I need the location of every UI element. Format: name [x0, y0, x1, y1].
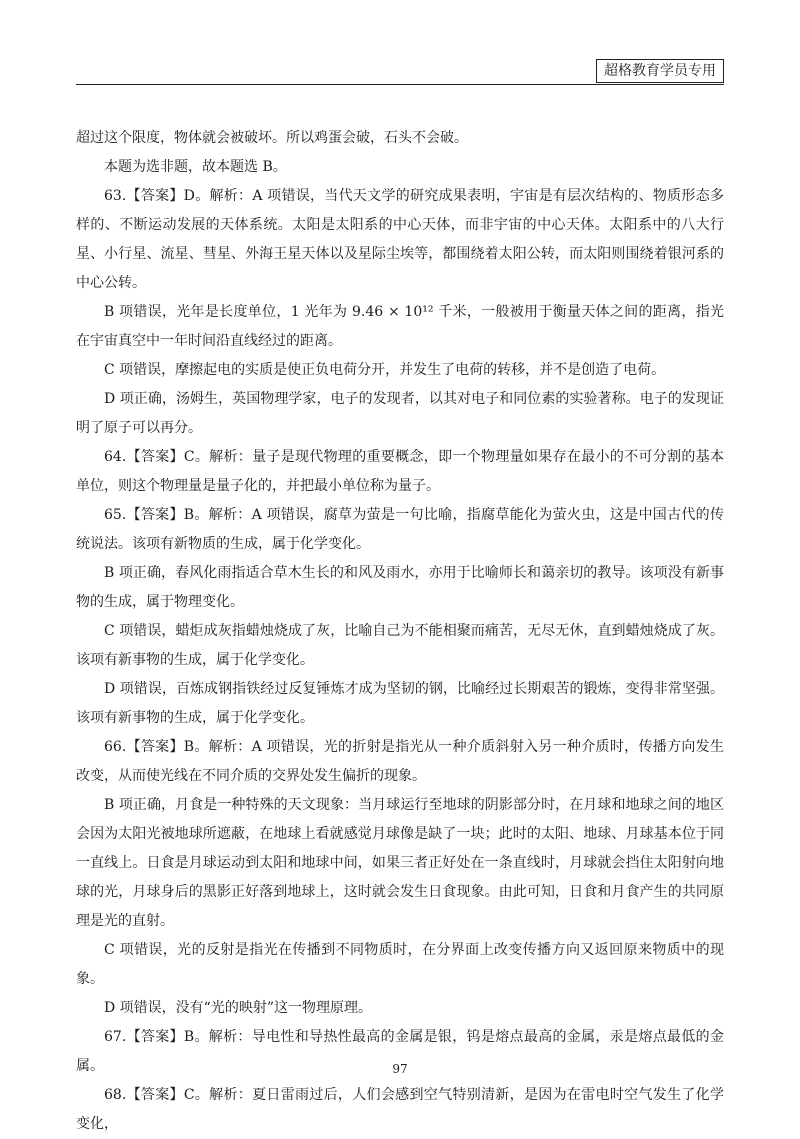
paragraph: D 项错误，百炼成钢指铁经过反复锤炼才成为坚韧的钢，比喻经过长期艰苦的锻炼，变得非常坚强。该项有新事物的生成，属于化学变化。	[76, 681, 724, 726]
paragraph: 本题为选非题，故本题选 B。	[104, 159, 287, 175]
paragraph: B 项正确，月食是一种特殊的天文现象：当月球运行至地球的阴影部分时，在月球和地球之间的地区会因为太阳光被地球所遮蔽，在地球上看就感觉月球像是缺了一块；此时的太阳、地球、月球基本位于同一直线上。日食是月球运动到太阳和地球中间，如果三者正好处在一条直线时，月球就会挡住太阳射向地球的光，月球身后的黑影正好落到地球上，这时就会发生日食现象。由此可知，日食和月食产生的共同原理是光的直射。	[76, 797, 724, 929]
paragraph: 超过这个限度，物体就会被破坏。所以鸡蛋会破，石头不会破。	[76, 130, 468, 146]
paragraph: D 项错误，没有“光的映射”这一物理原理。	[104, 1000, 372, 1016]
paragraph: B 项错误，光年是长度单位，1 光年为 9.46 × 10¹² 千米，一般被用于衡量天体之间的距离，指光在宇宙真空中一年时间沿直线经过的距离。	[76, 304, 724, 349]
paragraph: C 项错误，摩擦起电的实质是使正负电荷分开，并发生了电荷的转移，并不是创造了电荷。	[104, 362, 666, 378]
paragraph: 65.【答案】B。解析：A 项错误，腐草为萤是一句比喻，指腐草能化为萤火虫，这是中国古代的传统说法。该项有新物质的生成，属于化学变化。	[76, 507, 724, 552]
paragraph: 68.【答案】C。解析：夏日雷雨过后，人们会感到空气特别清新，是因为在雷电时空气发生了化学变化，	[76, 1087, 724, 1132]
paragraph: 66.【答案】B。解析：A 项错误，光的折射是指光从一种介质斜射入另一种介质时，传播方向发生改变，从而使光线在不同介质的交界处发生偏折的现象。	[76, 739, 724, 784]
paragraph: B 项正确，春风化雨指适合草木生长的和风及雨水，亦用于比喻师长和蔼亲切的教导。该项没有新事物的生成，属于物理变化。	[76, 565, 724, 610]
document-body	[76, 124, 724, 1139]
paragraph: D 项正确，汤姆生，英国物理学家，电子的发现者，以其对电子和同位素的实验著称。电子的发现证明了原子可以再分。	[76, 391, 724, 436]
paragraph: 67.【答案】B。解析：导电性和导热性最高的金属是银，钨是熔点最高的金属，汞是熔点最低的金属。	[76, 1029, 724, 1074]
header-rule	[76, 84, 724, 85]
paragraph: C 项错误，蜡炬成灰指蜡烛烧成了灰，比喻自己为不能相聚而痛苦，无尽无休，直到蜡烛烧成了灰。该项有新事物的生成，属于化学变化。	[76, 623, 724, 668]
page-number: 97	[392, 1062, 408, 1076]
paragraph: C 项错误，光的反射是指光在传播到不同物质时，在分界面上改变传播方向又返回原来物质中的现象。	[76, 942, 724, 987]
header-badge: 超格教育学员专用	[596, 59, 724, 83]
paragraph: 64.【答案】C。解析：量子是现代物理的重要概念，即一个物理量如果存在最小的不可分割的基本单位，则这个物理量是量子化的，并把最小单位称为量子。	[76, 449, 724, 494]
paragraph: 63.【答案】D。解析：A 项错误，当代天文学的研究成果表明，宇宙是有层次结构的、物质形态多样的、不断运动发展的天体系统。太阳是太阳系的中心天体，而非宇宙的中心天体。太阳系中的八大行星、小行星、流星、彗星、外海王星天体以及星际尘埃等，都围绕着太阳公转，而太阳则围绕着银河系的中心公转。	[76, 188, 724, 291]
